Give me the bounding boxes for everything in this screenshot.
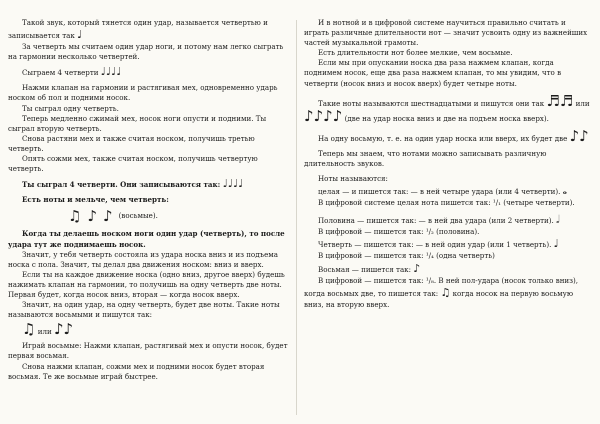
paragraph: Играй восьмые: Нажми клапан, растягивай мех и опусти носок, будет первая восьмая. [8,341,288,361]
text: (две на удар носка вниз и две на подъем носка вверх). [344,113,549,123]
beamed-sixteenth-notes-icon: ♬♬ [546,91,574,110]
paragraph: Снова нажми клапан, сожми мех и подними носок будет вторая восьмая. Те же восьмые играй быстрее. [8,361,265,381]
paragraph-eighth-digital [304,276,592,310]
sixteenth-note-icon: ♪♪♪♪ [304,106,343,125]
or-text: или [575,98,590,108]
paragraph: Есть ноты и мельче, чем четверть: [22,195,169,205]
paragraph: В цифровой системе целая нота пишется так: ¹/₁ (четыре четверти). [318,198,575,208]
quarter-note-icon: ♩ [553,237,559,251]
paragraph: Теперь медленно сжимай мех, носок ноги опусти и подними. Ты сыграл вторую четверть. [8,113,267,133]
paragraph: Ноты называются: [318,174,388,184]
sixteenth-note-icon: ♪♪ [569,126,589,145]
paragraph: Если мы при опускании носка два раза нажмем клапан, когда поднимем носок, еще два раза нажмем клапан, то мы увидим, что в четверти (носок вниз и носок вверх) будет четыре ноты. [304,58,562,88]
paragraph: Значит, на один удар, на одну четверть, будет две ноты. Такие ноты называются восьмыми и пишутся так: [8,300,280,320]
paragraph: Теперь мы знаем, что нотами можно записывать различную длительность звуков. [304,148,547,169]
paragraph: За четверть мы считаем один удар ноги, и потому нам легко сыграть на гармонии несколько четвертей. [8,42,284,62]
text: Четверть — пишется так: — в ней один удар (или 1 четверть). [318,240,552,250]
paragraph-whole-note [304,184,592,198]
eighth-note-icon: ♪ [103,207,113,226]
beamed-eighth-notes-icon: ♫ [68,207,82,226]
right-column [304,18,592,310]
column-divider [296,20,297,415]
beamed-eighth-notes-icon: ♫ [440,285,451,299]
text: когда носок на первую восьмую вниз, на вторую вверх. [304,288,574,309]
text: На одну восьмую, т. е. на один удар носка или вверх, их будет две [318,133,568,143]
paragraph: Значит, у тебя четверть состояла из удара носка вниз и из подъема носка с пола. Значит, ты делал два движения носком: вниз и вверх. [8,249,279,269]
text: Сыграем 4 четверти [22,68,99,78]
paragraph: В цифровой — пишется так: ¹/₂ (половина). [318,227,480,237]
paragraph: Ты сыграл одну четверть. [22,103,119,113]
four-quarter-notes-icon: ♩♩♩♩ [100,65,122,79]
text: Восьмая — пишется так: [318,264,411,274]
text: Такой звук, который тянется один удар, называется четвертью и записывается так [8,18,268,41]
text: Такие ноты называются шестнадцатыми и пишутся они так [318,98,545,108]
paragraph-play-four-quarters [8,67,290,78]
paragraph-two-sixteenths [304,126,592,145]
paragraph: Снова растяни мех и также считая носком, получишь третью четверть. [8,133,255,153]
text: В цифровой — пишется так: ¹/₈. В ней пол-удара (носок только вниз), когда восьмых две, то пишется так: [304,275,579,298]
paragraph-sixteenths [304,91,592,125]
paragraph: Опять сожми мех, также считая носком, получишь четвертую четверть. [8,154,258,174]
text: Ты сыграл 4 четверти. Они записываются так: [22,180,221,190]
eighth-note-icon: ♪♪ [53,320,74,339]
half-note-icon: 𝅗𝅥 [556,213,560,227]
paragraph: Есть длительности нот более мелкие, чем восьмые. [318,48,513,58]
paragraph: Когда ты делаешь носком ноги один удар (четверть), то после удара тут же поднимаешь носок. [8,229,285,249]
paragraph-four-quarters-written [8,179,290,190]
text: Половина — пишется так: — в ней два удара (или 2 четверти). [318,216,554,226]
paragraph-half-note [304,213,592,227]
eighths-written-example [8,322,290,337]
eighths-label: (восьмые). [118,211,158,221]
paragraph-quarter-definition [8,18,290,42]
paragraph-quarter-note [304,237,592,251]
four-quarter-notes-icon: ♩♩♩♩ [222,177,244,191]
quarter-note-icon: ♩ [77,28,83,42]
beamed-eighth-notes-icon: ♫ [22,320,36,339]
left-column [8,18,290,382]
eighth-note-icon: ♪ [413,261,421,275]
paragraph: И в нотной и в цифровой системе научиться правильно считать и играть различные длительности нот — значит усвоить одну из важнейших частей музыкальной грамоты. [304,18,588,48]
or-text: или [37,327,52,337]
eighth-note-icon: ♪ [87,207,98,226]
paragraph-eighth-note [304,262,592,276]
paragraph: Если ты на каждое движение носка (одно вниз, другое вверх) будешь нажимать клапан на гармонии, то получишь на одну четверть две ноты. Первая будет, когда носок вниз, вторая — когда носок вверх. [8,269,285,299]
paragraph: В цифровой — пишется так: ¹/₄ (одна четверть) [318,251,495,261]
eighth-notes-example [68,207,290,226]
whole-note-icon: 𝅝 [562,184,568,198]
paragraph: Нажми клапан на гармонии и растягивая мех, одновременно ударь носком об пол и подними носок. [8,83,278,103]
text: целая — и пишется так: — в ней четыре удара (или 4 четверти). [318,187,561,197]
